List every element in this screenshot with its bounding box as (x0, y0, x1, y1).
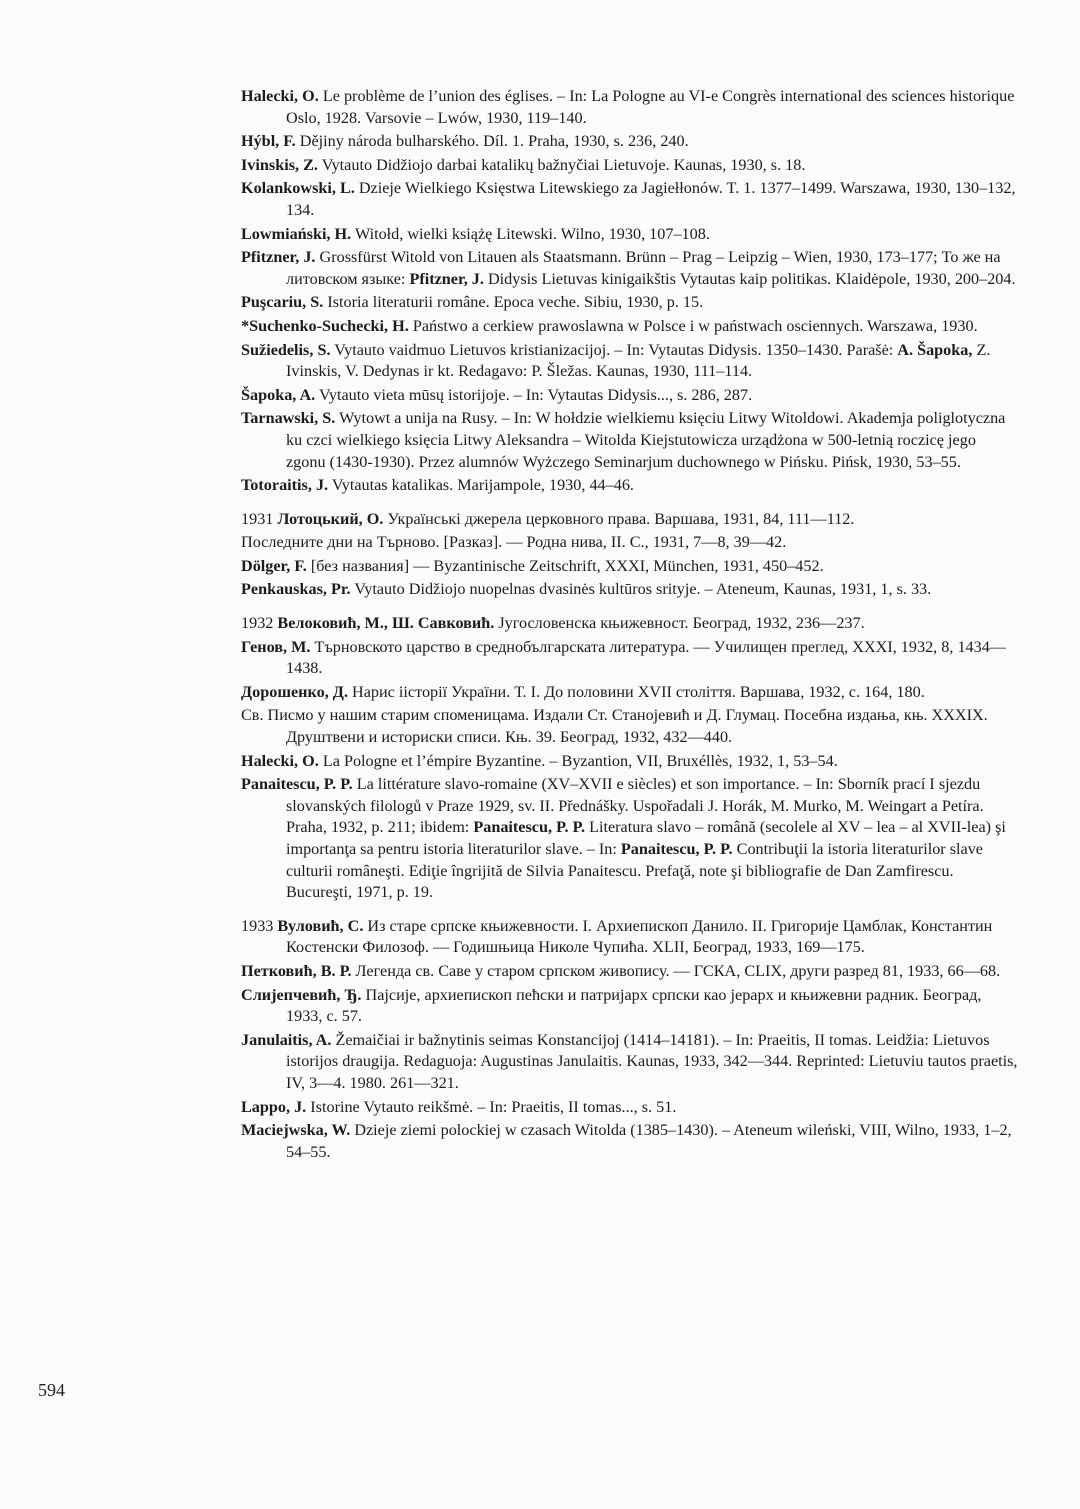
entry-text: Пајсије, архиепископ пећски и патријарх српски као јерарх и књижевни радник. Београд, 1933, с. 57. (286, 985, 982, 1026)
entry-text: Търновското царство в среднобългарската литература. — Училищен преглед, XXXI, 1932, 8, 1434—1438. (286, 637, 1007, 678)
bibliography-entry (241, 385, 1019, 407)
bibliography-entry (241, 579, 1019, 601)
entry-text: Vytauto Didžiojo nuopelnas dvasinės kultūros srityje. – Ateneum, Kaunas, 1931, 1, s. 33. (350, 580, 932, 599)
bibliography-entry (241, 408, 1019, 473)
entry-text: Нарис іісторії України. Т. І. До половини XVII століття. Варшава, 1932, с. 164, 180. (348, 682, 925, 701)
entry-text: Žemaičiai ir bažnytinis seimas Konstancijoj (1414–14181). – In: Praeitis, II tomas. Leidžia: Lietuvos istorijos draugija. Redaguoja: Augustinas Janulaitis. Kaunas, 1933, 342—344. Reprinted: Lietuviu tautos praetis, IV, 3—4. 1980. 261—321. (286, 1030, 1018, 1092)
bibliography-entry (241, 1120, 1019, 1163)
entry-text: Св. Писмо у нашим старим споменицама. Издали Ст. Станојевић и Д. Глумац. Посебна издања, књ. XXXIX. Друштвени и историски списи. Књ. 39. Београд, 1932, 432—440. (241, 706, 988, 747)
entry-text: Le problème de l’union des églises. – In: La Pologne au VI-e Congrès international des sciences historique Oslo, 1928. Varsovie – Lwów, 1930, 119–140. (286, 87, 1015, 127)
entry-text: Vytauto vieta mūsų istorijoje. – In: Vytautas Didysis..., s. 286, 287. (315, 385, 753, 404)
entry-author: Петковић, В. Р. (241, 961, 352, 980)
entry-text: Vytautas katalikas. Marijampole, 1930, 44–46. (328, 476, 634, 495)
year-label: 1932 (241, 614, 274, 633)
entry-author: Šapoka, A. (241, 385, 316, 404)
bibliography-entry (241, 155, 1019, 177)
entry-author: Tarnawski, S. (241, 409, 336, 428)
entry-text: Последните дни на Търново. [Разказ]. — Родна нива, II. С., 1931, 7—8, 39—42. (241, 533, 787, 552)
entry-text: [без названия] — Byzantinische Zeitschrift, XXXI, München, 1931, 450–452. (306, 556, 824, 575)
bibliography-entry (241, 916, 1019, 959)
entry-author: Penkauskas, Pr. (241, 580, 351, 599)
entry-author: Lappo, J. (241, 1097, 307, 1116)
entry-text: Z. Ivinskis, V. Dedynas ir kt. Redagavo: P. Šležas. Kaunas, 1930, 111–114. (286, 340, 991, 381)
bibliography-entry (241, 292, 1019, 314)
entry-text: Vytauto vaidmuo Lietuvos kristianizacijoj. – In: Vytautas Didysis. 1350–1430. Parašė: (330, 340, 898, 359)
entry-author: Слијепчевић, Ђ. (241, 985, 362, 1004)
entry-author: Вуловић, С. (277, 916, 364, 935)
entry-author: A. Šapoka, (897, 340, 973, 359)
bibliography-entry (241, 1097, 1019, 1119)
entry-text: Państwo a cerkiew prawoslawna w Polsce i w państwach osciennych. Warszawa, 1930. (408, 316, 978, 335)
bibliography-page (241, 86, 1019, 1165)
entry-text: Contribuţii la istoria literaturilor slave culturii româneşti. Ediţie îngrijită de Silvia Panaitescu. Prefaţă, note şi bibliografie de Dan Zamfirescu. Bucureşti, 1971, p. 19. (286, 840, 983, 902)
entry-author: Halecki, O. (241, 87, 319, 105)
bibliography-entry (241, 247, 1019, 290)
entry-text: Vytauto Didžiojo darbai katalikų bažnyčiai Lietuvoje. Kaunas, 1930, s. 18. (317, 155, 806, 174)
entry-author: Panaitescu, P. P. (620, 840, 733, 858)
bibliography-entry (241, 556, 1019, 578)
bibliography-entry (241, 961, 1019, 983)
entry-text: Из старе српске књижевности. І. Архиепископ Данило. II. Григорије Цамблак, Константин Костенски Филозоф. — Годишњица Николе Чупића. XLII, Београд, 1933, 169—175. (286, 916, 993, 957)
bibliography-entry (241, 613, 1019, 635)
bibliography-entry (241, 178, 1019, 221)
entry-author: Велоковић, М., Ш. Савковић. (277, 614, 495, 633)
entry-author: Janulaitis, A. (241, 1030, 332, 1049)
entry-author: Ivinskis, Z. (241, 155, 318, 174)
bibliography-entry (241, 705, 1019, 748)
bibliography-entry (241, 316, 1019, 338)
entry-text: Istoria literaturii române. Epoca veche. Sibiu, 1930, p. 15. (323, 293, 704, 312)
year-group (241, 613, 1019, 904)
year-label: 1931 (241, 509, 274, 528)
entry-text: Literatura slavo – română (secolele al XV – lea – al XVII-lea) şi importanţa sa pentru istoria literaturilor slave. – In: (286, 818, 1006, 858)
entry-author: Kolankowski, L. (241, 179, 355, 198)
year-label: 1933 (241, 916, 274, 935)
entry-text: Grossfürst Witold von Litauen als Staatsmann. Brünn – Prag – Leipzig – Wien, 1930, 173–177; То же на литовском языке: (286, 248, 1001, 288)
entry-text: Wytowt a unija na Rusy. – In: W hołdzie wielkiemu księciu Litwy Witoldowi. Akademja poliglotyczna ku czci wielkiego księcia Litwy Aleksandra – Witolda Kiejstutowicza urządżona w 500-letnią roczicę jego zgonu (1430-1930). Przez alumnów Wyżczego Seminarjum duchownego w Pińsku. Pińsk, 1930, 53–55. (286, 409, 1006, 471)
entry-author: Panaitescu, P. P. (473, 818, 586, 837)
entry-author: Totoraitis, J. (241, 476, 329, 495)
entry-author: Panaitescu, P. P. (241, 775, 353, 794)
bibliography-entry (241, 532, 1019, 554)
bibliography-entry (241, 340, 1019, 383)
bibliography-entry (241, 475, 1019, 497)
entry-text: Dzieje ziemi polockiej w czasach Witolda (1385–1430). – Ateneum wileński, VIII, Wilno, 1933, 1–2, 54–55. (286, 1121, 1012, 1161)
entry-text: La littérature slavo-romaine (XV–XVII e siècles) et son importance. – In: Sborník prací I sjezdu slovanských filologů v Praze 1929, sv. II. Přednášky. Uspořadali J. Horák, M. Murko, M. Weingart a Petíra. Praha, 1932, p. 211; ibidem: (286, 775, 984, 837)
year-group (241, 86, 1019, 497)
bibliography-entry (241, 131, 1019, 153)
bibliography-entry (241, 985, 1019, 1028)
bibliography-entry (241, 224, 1019, 246)
entry-author: Pfitzner, J. (241, 248, 316, 267)
bibliography-entry (241, 509, 1019, 531)
entry-author: Hýbl, F. (241, 132, 296, 151)
entry-author: *Suchenko-Suchecki, H. (241, 316, 409, 335)
entry-text: Witołd, wielki książę Litewski. Wilno, 1930, 107–108. (351, 224, 710, 243)
page-number: 594 (38, 1380, 65, 1400)
entry-text: Dějiny národa bulharského. Díl. 1. Praha, 1930, s. 236, 240. (295, 132, 689, 151)
entry-author: Sužiedelis, S. (241, 340, 331, 359)
entry-author: Puşcariu, S. (241, 293, 324, 312)
bibliography-entry (241, 86, 1019, 129)
entry-text: Українські джерела церковного права. Варшава, 1931, 84, 111—112. (383, 509, 855, 528)
entry-text: Didysis Lietuvas kinigaikštis Vytautas kaip politikas. Klaidėpole, 1930, 200–204. (483, 269, 1016, 288)
entry-text: Istorine Vytauto reikšmė. – In: Praeitis, II tomas..., s. 51. (306, 1097, 677, 1116)
entry-author: Halecki, O. (241, 751, 319, 770)
entry-text: La Pologne et l’émpire Byzantine. – Byzantion, VII, Bruxéllès, 1932, 1, 53–54. (318, 751, 838, 770)
entry-author: Maciejwska, W. (241, 1121, 351, 1140)
entry-author: Pfitzner, J. (409, 269, 484, 288)
year-group (241, 916, 1019, 1164)
year-group (241, 509, 1019, 601)
bibliography-entry (241, 774, 1019, 904)
entry-author: Дорошенко, Д. (241, 682, 348, 701)
bibliography-entry (241, 1030, 1019, 1095)
bibliography-entry (241, 637, 1019, 680)
entry-text: Dzieje Wielkiego Księstwa Litewskiego za Jagiełłonów. T. 1. 1377–1499. Warszawa, 1930, 130–132, 134. (286, 179, 1016, 219)
entry-author: Лотоцький, О. (277, 509, 384, 528)
bibliography-entry (241, 751, 1019, 773)
bibliography-entry (241, 682, 1019, 704)
entry-text: Легенда св. Саве у старом српском живопису. — ГСКА, CLIX, други разред 81, 1933, 66—68. (351, 961, 1001, 980)
entry-author: Генов, М. (241, 637, 311, 656)
entry-author: Dölger, F. (241, 556, 307, 575)
entry-author: Lowmiański, H. (241, 224, 352, 243)
entry-text: Југословенска књижевност. Београд, 1932, 236—237. (494, 614, 865, 633)
